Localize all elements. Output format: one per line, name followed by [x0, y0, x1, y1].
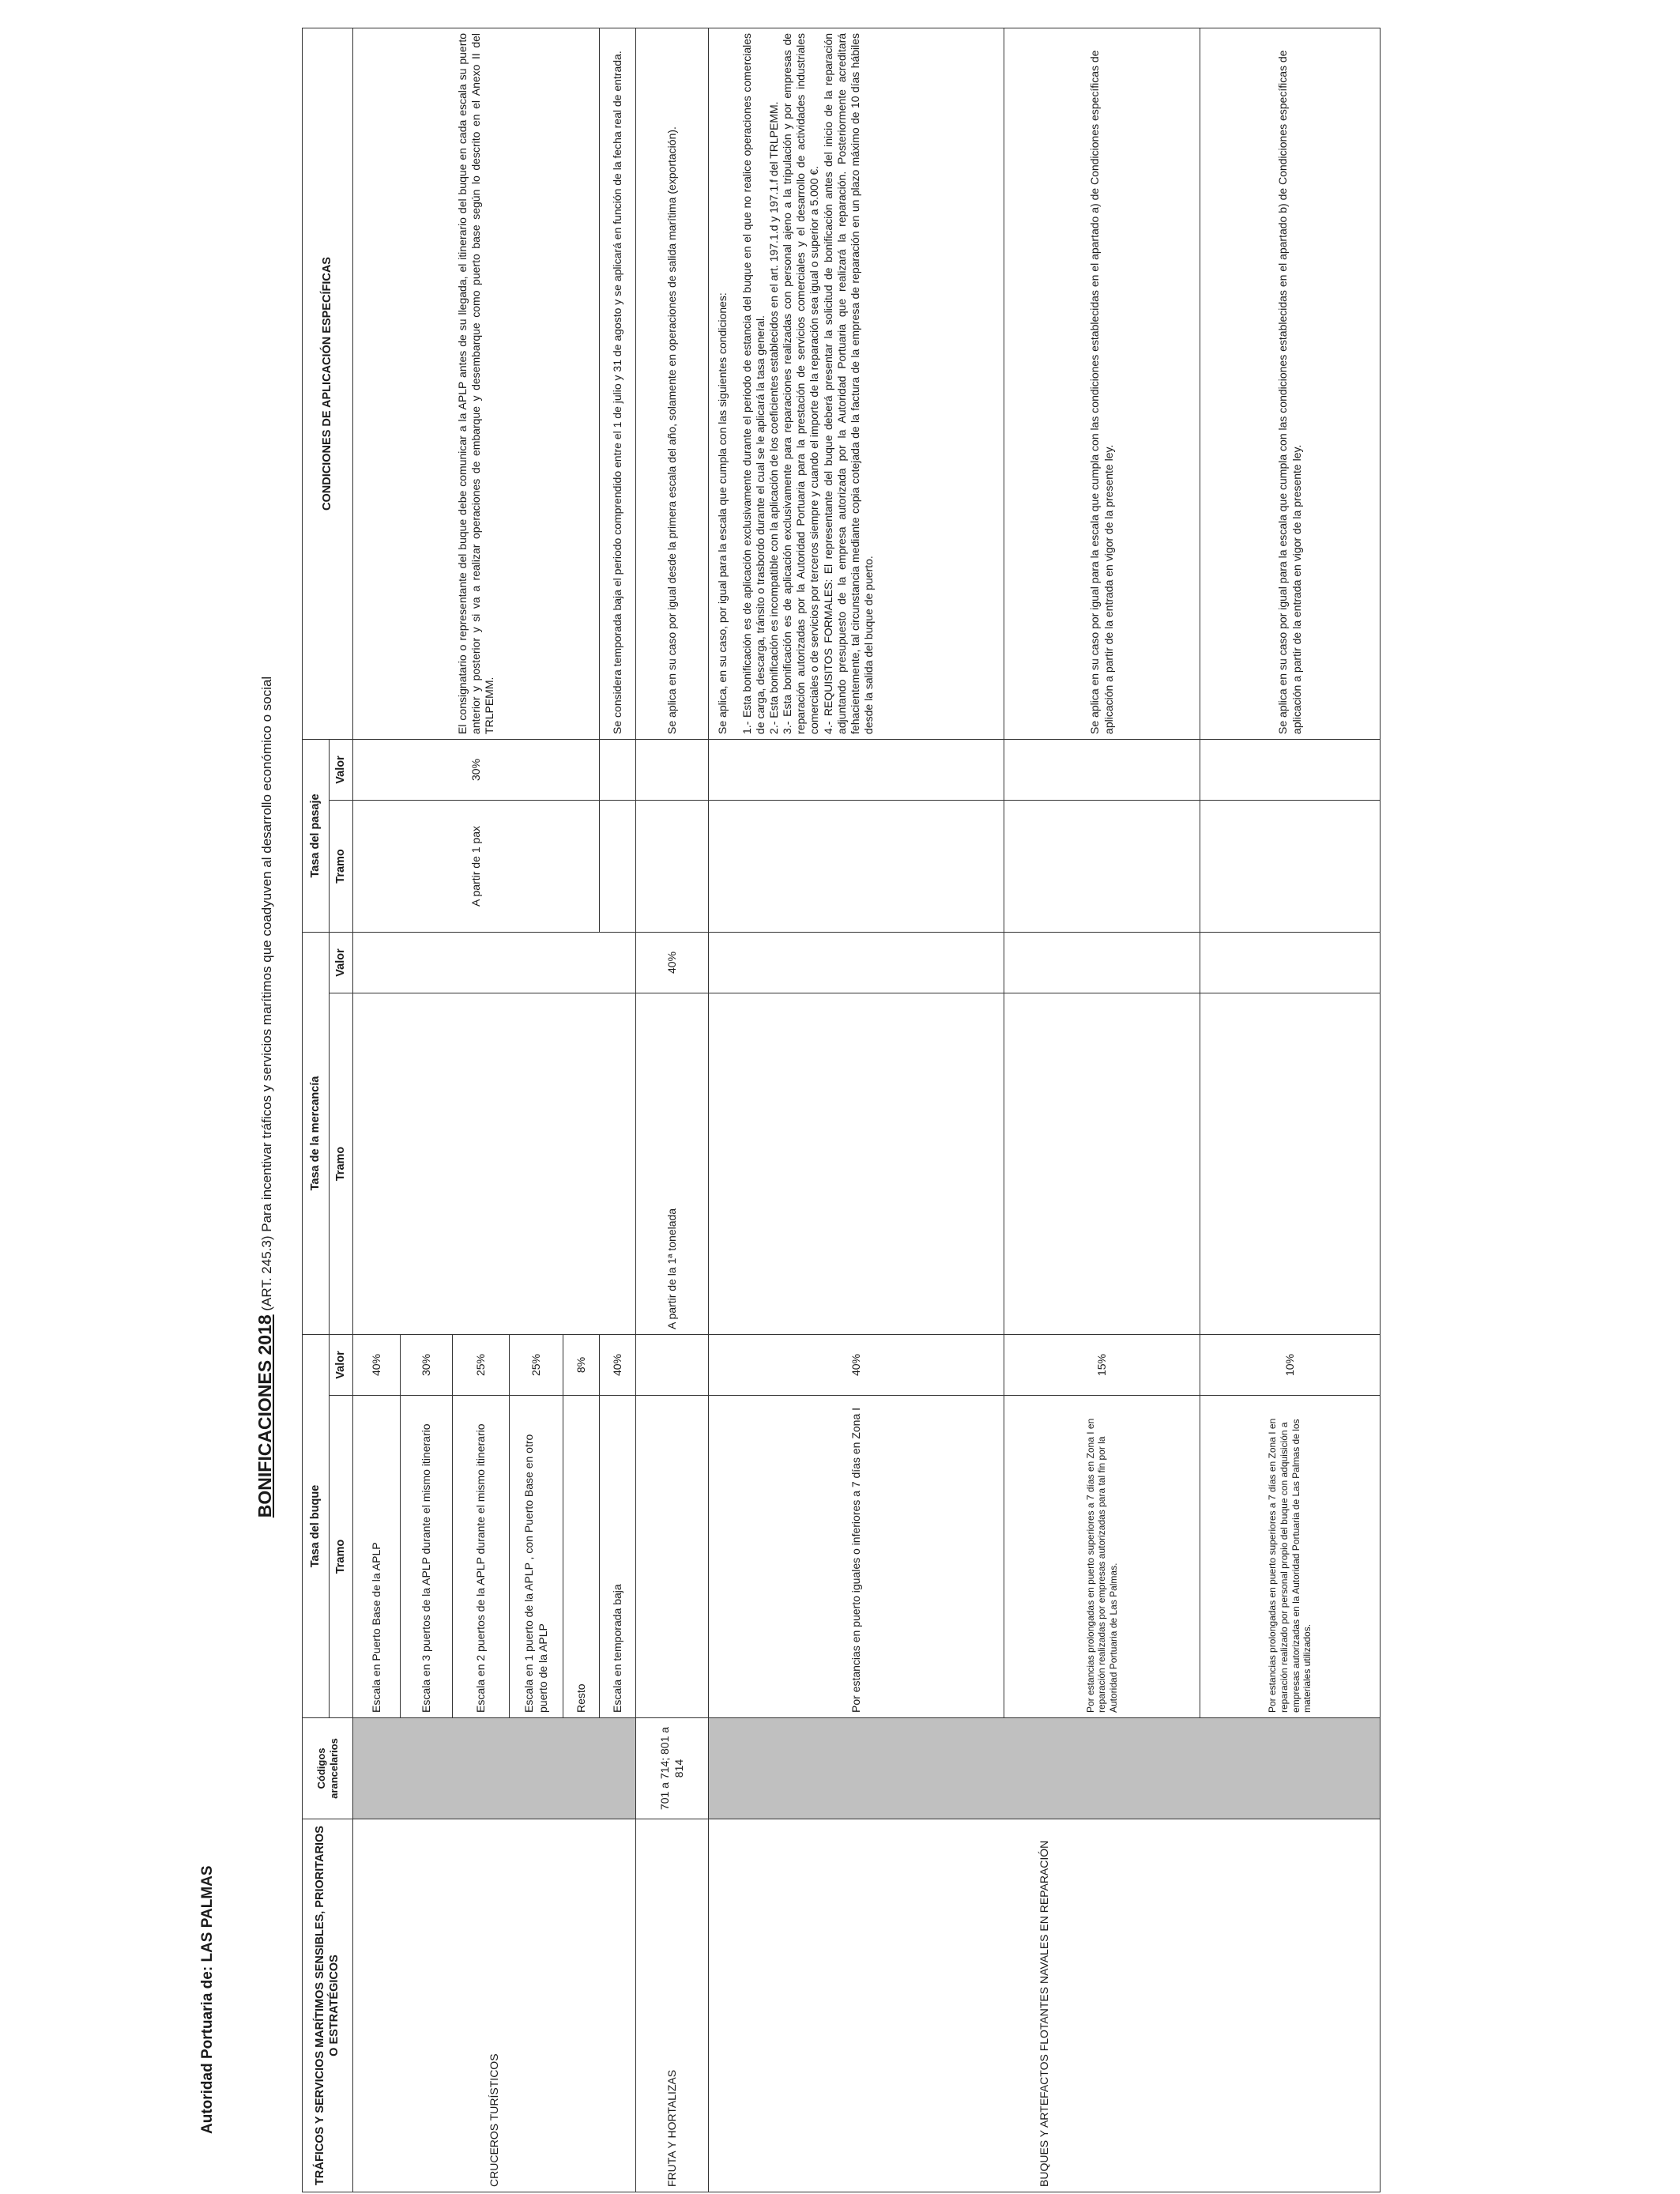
ship-valor: 15% — [1004, 1334, 1200, 1395]
ship-valor: 25% — [510, 1334, 563, 1395]
condition-buques-2: Se aplica en su caso por igual para la escala que cumpla con las condiciones establecidas en el apartado a) de Condiciones específicas de aplicación a partir de la entrada en vigor de la presente ley. — [1004, 28, 1200, 739]
passenger-tramo-empty — [1200, 800, 1381, 932]
ship-valor: 8% — [563, 1334, 600, 1395]
ship-tramo: Por estancias prolongadas en puerto superiores a 7 días en Zona I en reparación realizadas por empresas autorizadas para tal fin por la Autoridad Portuaria de Las Palmas. — [1004, 1396, 1200, 1718]
document-title — [254, 0, 276, 2194]
passenger-tramo-empty — [600, 800, 636, 932]
cargo-valor-empty — [709, 932, 1004, 993]
bonificaciones-table — [302, 28, 1381, 2192]
cargo-valor: 40% — [636, 932, 709, 993]
condition-cruceros: El consignatario o representante del buque debe comunicar a la APLP antes de su llegada, el itinerario del buque en cada escala su puerto anterior y posterior y si va a realizar operaciones de embarque y desembarque como puerto base según lo descrito en el Anexo II del TRLPEMM. — [353, 28, 600, 739]
cargo-valor-empty — [1200, 932, 1381, 993]
passenger-valor-empty — [636, 739, 709, 800]
authority-heading: Autoridad Portuaria de: LAS PALMAS — [199, 1865, 216, 2134]
ship-tramo: Escala en temporada baja — [600, 1396, 636, 1718]
passenger-tramo: A partir de 1 pax — [353, 800, 600, 932]
header-passenger-valor: Valor — [330, 739, 353, 800]
traffic-cruceros: CRUCEROS TURÍSTICOS — [353, 1819, 636, 2192]
codes-fruta: 701 a 714; 801 a 814 — [636, 1718, 709, 1819]
passenger-tramo-empty — [636, 800, 709, 932]
ship-tramo: Escala en Puerto Base de la APLP — [353, 1396, 401, 1718]
header-cargo-tramo: Tramo — [330, 993, 353, 1334]
passenger-valor-empty — [1200, 739, 1381, 800]
header-cargo-valor: Valor — [330, 932, 353, 993]
cargo-valor-empty — [353, 932, 636, 993]
ship-valor: 25% — [453, 1334, 510, 1395]
header-codes: Códigos arancelarios — [303, 1718, 353, 1819]
cargo-tramo-empty — [709, 993, 1004, 1334]
ship-tramo: Escala en 3 puertos de la APLP durante el mismo itinerario — [401, 1396, 453, 1718]
condition-buques-3: Se aplica en su caso por igual para la escala que cumpla con las condiciones establecidas en el apartado b) de Condiciones específicas de aplicación a partir de la entrada en vigor de la presente ley. — [1200, 28, 1381, 739]
passenger-tramo-empty — [709, 800, 1004, 932]
ship-tramo: Por estancias en puerto iguales o inferiores a 7 días en Zona I — [709, 1396, 1004, 1718]
ship-valor-empty — [636, 1334, 709, 1395]
passenger-valor-empty — [1004, 739, 1200, 800]
condition-intro: Se aplica, en su caso, por igual para la escala que cumpla con las siguientes condiciones: — [716, 292, 729, 734]
cargo-tramo-empty — [353, 993, 636, 1334]
ship-valor: 40% — [353, 1334, 401, 1395]
header-ship-tramo: Tramo — [330, 1396, 353, 1718]
condition-buques-1 — [709, 28, 1004, 739]
condition-item: 3.- Esta bonificación es de aplicación exclusivamente para reparaciones realizadas con personal ajeno a la tripulación y por empresas de reparación autorizadas por la Autoridad Portuaria para la prestación de servicios comerciales y el desarrollo de actividades industriales comerciales o de servicios por terceros siempre y cuando el importe de la reparación sea igual o superior a 5.000 €. — [781, 32, 821, 734]
ship-valor: 10% — [1200, 1334, 1381, 1395]
header-ship-fee: Tasa del buque — [303, 1334, 330, 1717]
cargo-tramo-empty — [1004, 993, 1200, 1334]
header-passenger-fee: Tasa del pasaje — [303, 739, 330, 932]
cargo-tramo-empty — [1200, 993, 1381, 1334]
title-main: BONIFICACIONES 2018 — [254, 1314, 275, 1518]
passenger-valor-empty — [709, 739, 1004, 800]
header-cargo-fee: Tasa de la mercancía — [303, 932, 330, 1334]
ship-valor: 30% — [401, 1334, 453, 1395]
title-suffix: (ART. 245.3) Para incentivar tráficos y servicios marítimos que coadyuven al desarrollo económico o social — [259, 676, 274, 1315]
table-row — [353, 28, 401, 2192]
ship-tramo: Escala en 1 puerto de la APLP , con Puerto Base en otro puerto de la APLP — [510, 1396, 563, 1718]
condition-fruta: Se aplica en su caso por igual desde la primera escala del año, solamente en operaciones de salida marítima (exportación). — [636, 28, 709, 739]
ship-tramo: Escala en 2 puertos de la APLP durante el mismo itinerario — [453, 1396, 510, 1718]
codes-cruceros-empty — [353, 1718, 636, 1819]
condition-item: 4.- REQUISITOS FORMALES: El representante del buque deberá presentar la solicitud de bonificación antes del inicio de la reparación adjuntando presupuesto de la empresa autorizada por la Autoridad Portuaria que realizará la reparación. Posteriormente acreditará fehacientemente, tal circunstancia mediante copia cotejada de la factura de la empresa de reparación en un plazo máximo de 10 días hábiles desde la salida del buque de puerto. — [821, 32, 875, 734]
header-ship-valor: Valor — [330, 1334, 353, 1395]
ship-valor: 40% — [600, 1334, 636, 1395]
passenger-valor: 30% — [353, 739, 600, 800]
header-passenger-tramo: Tramo — [330, 800, 353, 932]
condition-low-season: Se considera temporada baja el periodo comprendido entre el 1 de julio y 31 de agosto y se aplicará en función de la fecha real de entrada. — [600, 28, 636, 739]
header-traffic: TRÁFICOS Y SERVICIOS MARÍTIMOS SENSIBLES, PRIORITARIOS O ESTRATÉGICOS — [303, 1819, 353, 2192]
header-conditions: CONDICIONES DE APLICACIÓN ESPECÍFICAS — [303, 28, 353, 739]
table-row — [709, 28, 1004, 2192]
passenger-valor-empty — [600, 739, 636, 800]
ship-tramo-empty — [636, 1396, 709, 1718]
codes-buques-empty — [709, 1718, 1381, 1819]
condition-item: 1.- Esta bonificación es de aplicación exclusivamente durante el periodo de estancia del buque en el que no realice operaciones comerciales de carga, descarga, tránsito o trasbordo durante el cual se le aplicará la tasa general. — [740, 32, 767, 734]
traffic-buques: BUQUES Y ARTEFACTOS FLOTANTES NAVALES EN REPARACIÓN — [709, 1819, 1381, 2192]
passenger-tramo-empty — [1004, 800, 1200, 932]
cargo-tramo: A partir de la 1ª tonelada — [636, 993, 709, 1334]
traffic-fruta: FRUTA Y HORTALIZAS — [636, 1819, 709, 2192]
condition-item: 2.- Esta bonificación es incompatible con la aplicación de los coeficientes establecidos en el art. 197.1.d y 197.1.f del TRLPEMM. — [767, 101, 781, 734]
cargo-valor-empty — [1004, 932, 1200, 993]
ship-valor: 40% — [709, 1334, 1004, 1395]
table-row — [636, 28, 709, 2192]
ship-tramo: Por estancias prolongadas en puerto superiores a 7 días en Zona I en reparación realizado por personal propio del buque con adquisición a empresas autorizadas en la Autoridad Portuaria de Las Palmas de los materiales utilizados. — [1200, 1396, 1381, 1718]
ship-tramo: Resto — [563, 1396, 600, 1718]
